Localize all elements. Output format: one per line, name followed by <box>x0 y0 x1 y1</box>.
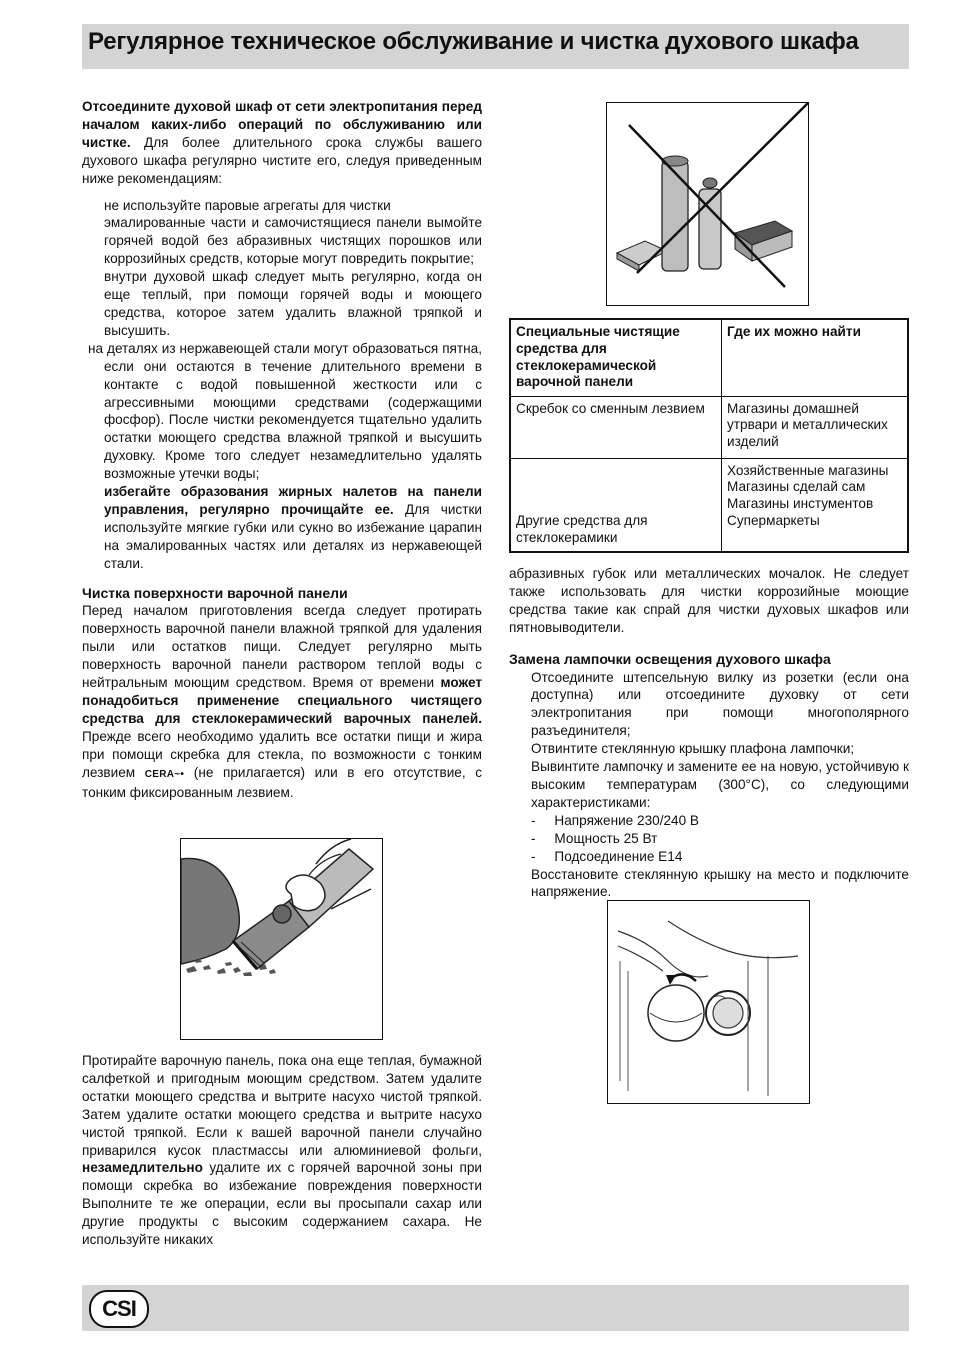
cooktop-text-a: Перед началом приготовления всегда следует протирать поверхность варочной панели влажной тряпкой для удаления пыли или остатков пищи. Следует регулярно мыть поверхность варочной панели раствором теплой воды с нейтральным моющим средством. Время от времени <box>82 603 482 691</box>
lamp-spec-text: Подсоединение Е14 <box>554 848 683 864</box>
list-item: внутри духовой шкаф следует мыть регулярно, когда он еще теплый, при помощи горячей воды и моющего средства, которое затем удалить влажной тряпкой и высушить. <box>104 269 482 338</box>
spec-dash: - <box>531 830 536 846</box>
cera-logo-mark: ~• <box>174 768 185 780</box>
lamp-step: Отвинтите стеклянную крышку плафона лампочки; <box>531 741 855 757</box>
lamp-step: Вывинтите лампочку и замените ее на новую, устойчивую к высоким температурам (300°С), со следующими характеристиками: <box>531 759 909 810</box>
cooktop-heading: Чистка поверхности варочной панели <box>82 584 348 601</box>
where-line: Хозяйственные магазины <box>727 462 889 478</box>
intro-text: Для более длительного срока службы вашего духового шкафа регулярно чистите его, следуя приведенным ниже рекомендациям: <box>82 134 482 186</box>
table-header-cell: Где их можно найти <box>722 319 909 396</box>
panel-tip <box>82 483 482 573</box>
lamp-steps <box>509 669 909 902</box>
table-cell <box>722 458 909 552</box>
table-header-row <box>510 319 908 396</box>
cooktop-paragraph-3: абразивных губок или металлических мочалок. Не следует также использовать для чистки коррозийные моющие средства такие как спрай для чистки духовых шкафов или пятновыводители. <box>509 566 909 635</box>
table-row <box>510 396 908 458</box>
list-item: не используйте паровые агрегаты для чистки <box>104 197 391 213</box>
lamp-spec <box>531 830 909 848</box>
cooktop-paragraph-2 <box>82 1052 482 1249</box>
intro-paragraph <box>82 98 482 188</box>
list-item: эмалированные части и самочистящиеся панели вымойте горячей водой без абразивных чистящих порошков или коррозийных средств, которые могут повредить покрытие; <box>104 215 482 267</box>
footer-bar <box>82 1285 909 1331</box>
forbidden-products-illustration <box>606 102 809 306</box>
right-column <box>509 565 909 901</box>
list-item: на деталях из нержавеющей стали могут образоваться пятна, если они остаются в течение длительного времени в контакте с водой повышенной жесткости или с агрессивными моющими средствами (содержащими фосфор). После чистки рекомендуется тщательно удалить остатки моющего средства влажной тряпкой и высушить духовку. Кроме того следует незамедлительно удалять возможные утечки воды; <box>88 340 482 482</box>
lamp-replacement-illustration <box>607 900 810 1104</box>
table-cell: Магазины домашней утрвари и металлических изделий <box>722 396 909 458</box>
panel-tip-bold: избегайте образования жирных налетов на панели управления <box>104 484 482 517</box>
cera-logo: CERA <box>144 768 175 780</box>
where-line: Магазины инстументов <box>727 496 874 512</box>
cooktop-continued <box>82 1052 482 1249</box>
spec-dash: - <box>531 812 536 828</box>
panel-tip-text: Для чистки используйте мягкие губки или сукно во избежание царапин на эмалированных частях или деталях из нержавеющей стали. <box>104 501 482 571</box>
recommendations-list <box>82 197 482 573</box>
lamp-spec <box>531 848 909 866</box>
table-cell: Другие средства для стеклокерамики <box>510 458 722 552</box>
table-row <box>510 458 908 552</box>
where-line: Магазины сделай сам <box>727 479 866 495</box>
cooktop-p2-bold: незамедлительно <box>82 1160 203 1176</box>
lamp-spec-text: Напряжение 230/240 В <box>554 812 700 828</box>
table-header-cell: Специальные чистящие средства для стеклокерамической варочной панели <box>510 319 722 396</box>
left-column <box>82 98 482 801</box>
cleaning-products-table <box>509 318 909 553</box>
page-title: Регулярное техническое обслуживание и чистка духового шкафа <box>88 28 859 55</box>
spec-dash: - <box>531 848 536 864</box>
cooktop-text-b: Прежде всего необходимо удалить все остатки пищи и жира при помощи скребка для стекла, по возможности с тонким лезвием <box>82 728 482 780</box>
lamp-heading: Замена лампочки освещения духового шкафа <box>509 650 831 667</box>
cooktop-paragraph-1 <box>82 602 482 801</box>
cooktop-p2-b: удалите их с горячей варочной зоны при помощи скребка во избежание повреждения поверхности Выполните те же операции, если вы просыпали сахар или другие продукты с высоким содержанием сахара. Не используйте никаких <box>82 1160 482 1248</box>
scraper-illustration <box>180 838 383 1040</box>
table-cell: Скребок со сменным лезвием <box>510 396 722 458</box>
title-bar <box>82 24 909 69</box>
intro-warning: Отсоедините духовой шкаф от сети электропитания перед началом каких-либо операций по обслуживанию или чистке. <box>82 99 482 150</box>
lamp-spec-text: Мощность 25 Вт <box>554 830 658 846</box>
cooktop-text-c: (не прилагается) или в его отсутствие, с тонким фиксированным лезвием. <box>82 764 482 800</box>
cooktop-text-bold: может понадобиться применение специального чистящего средства для стеклокерамический варочных панелей. <box>82 675 482 726</box>
cooktop-p2-a: Протирайте варочную панель, пока она еще теплая, бумажной салфеткой и пригодным моющим средством. Затем удалите остатки моющего средства и вытрите насухо чистой тряпкой. Затем удалите остатки моющего средства и вытрите насухо чистой тряпкой. Если к вашей варочной панели случайно приварился кусок пластмассы или алюминиевой фольги, <box>82 1053 482 1158</box>
lamp-step: Восстановите стеклянную крышку на место и подключите напряжение. <box>531 866 909 900</box>
lamp-step: Отсоедините штепсельную вилку из розетки (если она доступна) или отсоедините духовку от сети электропитания при помощи многополярного разъединителя; <box>531 669 909 739</box>
lamp-spec <box>531 812 909 830</box>
panel-tip-bold2: , регулярно прочищайте ее. <box>184 501 394 517</box>
csi-language-logo: CSI <box>89 1290 149 1328</box>
where-line: Супермаркеты <box>727 512 820 528</box>
